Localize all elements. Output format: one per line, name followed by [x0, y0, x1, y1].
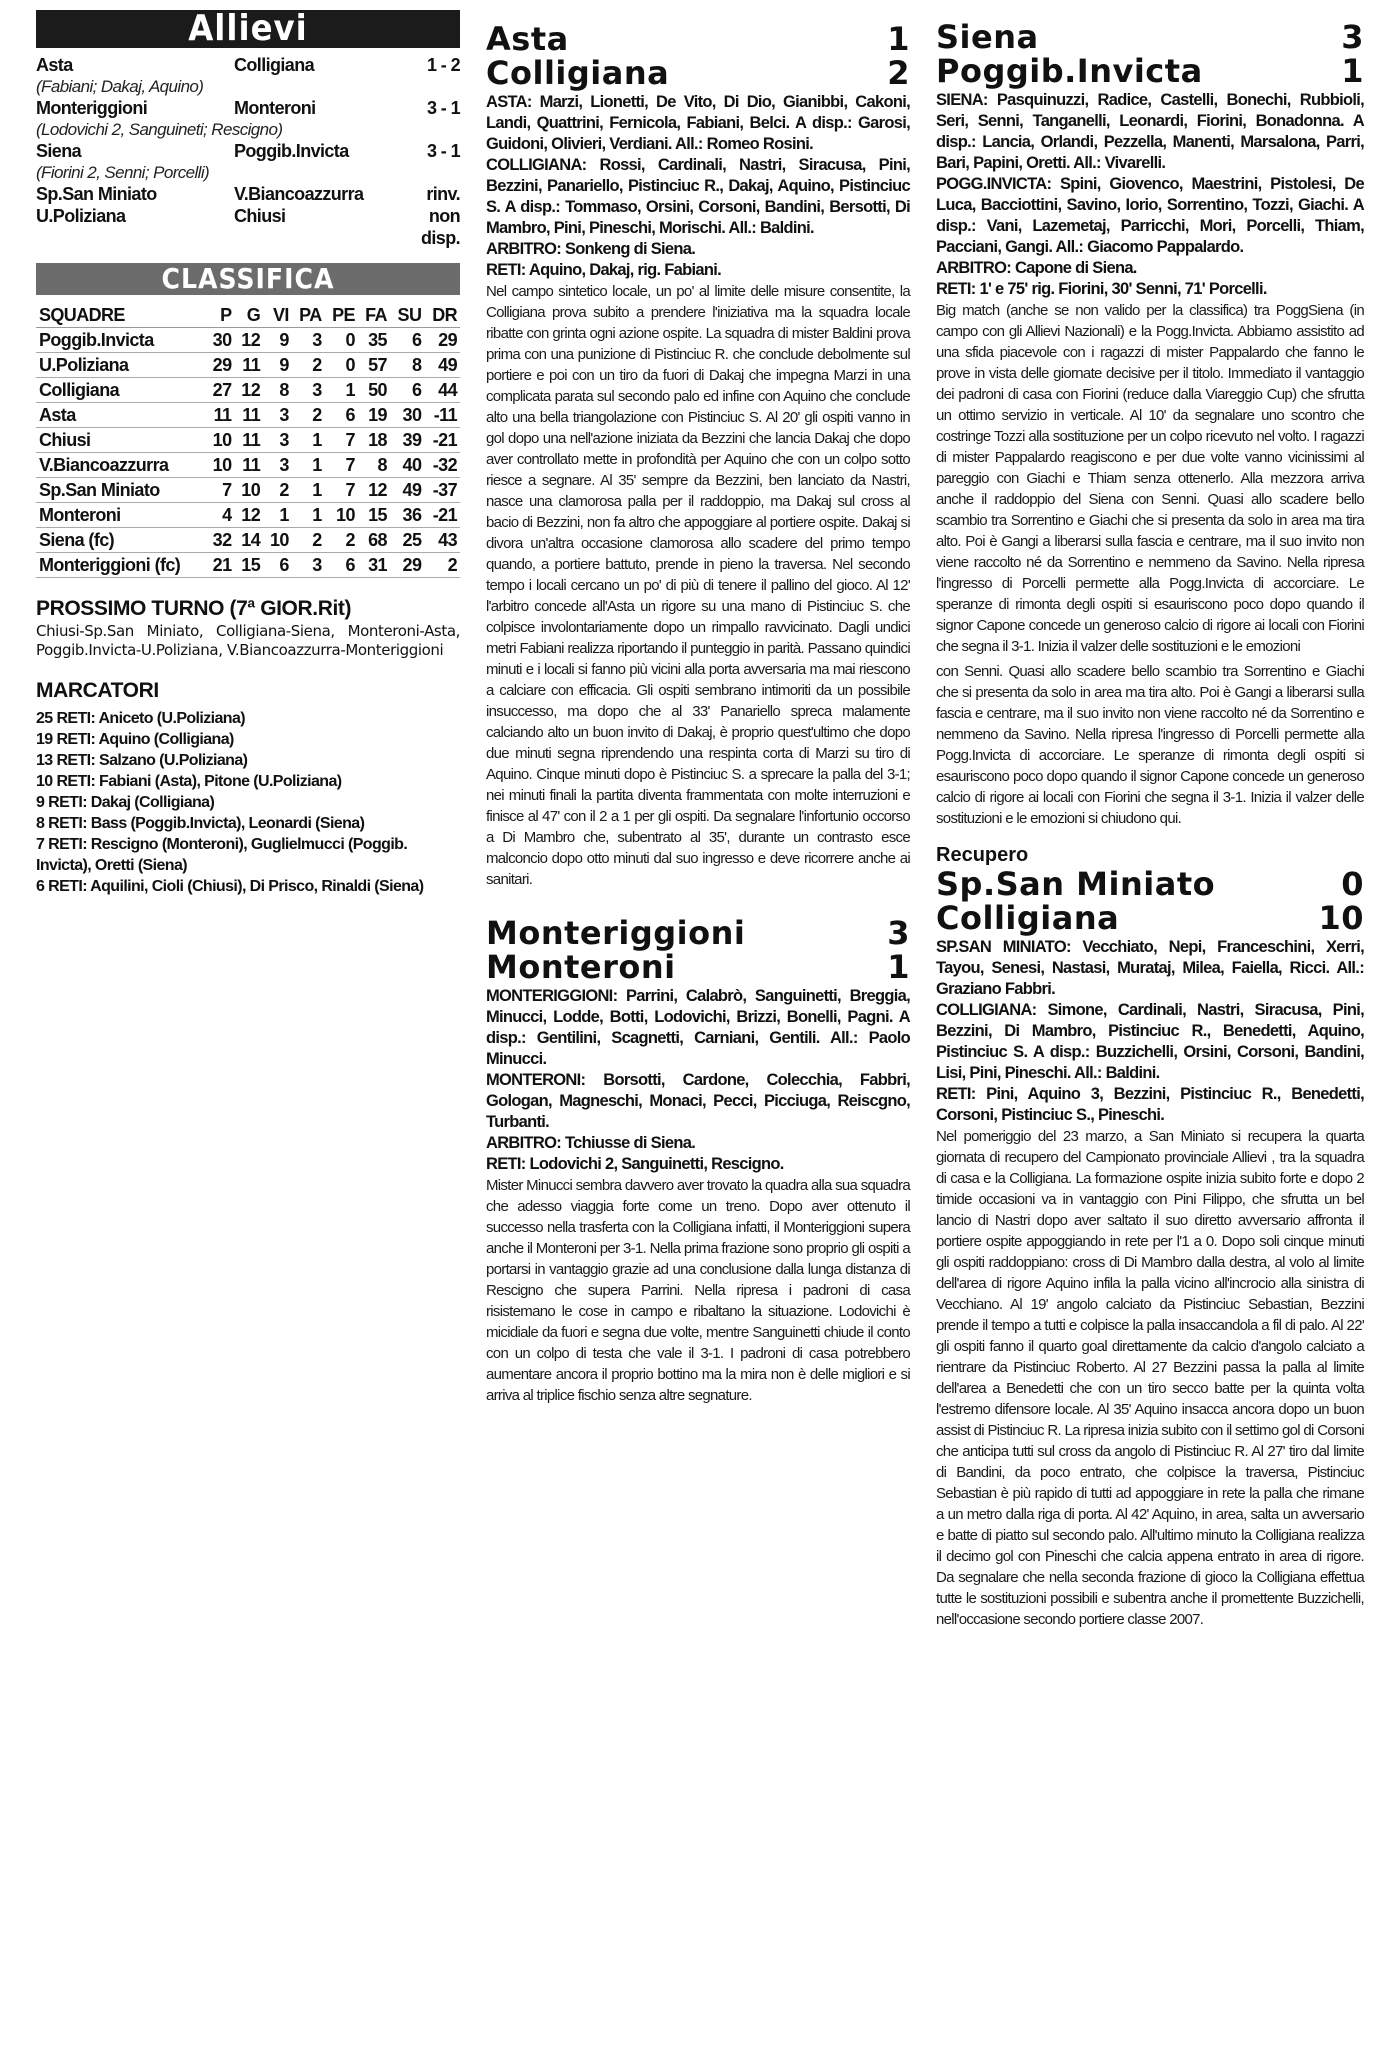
- column-matches-right: [936, 20, 1364, 1630]
- stat-cell: 10: [325, 503, 358, 528]
- home-lineup: ASTA: Marzi, Lionetti, De Vito, Di Dio, Gianibbi, Cakoni, Landi, Quattrini, Fernicola, Fabiani, Belci. A disp.: Garosi, Guidoni, Olivieri, Verdiani. All.: Romeo Rosini.: [486, 93, 910, 153]
- match-text-continued: con Senni. Quasi allo scadere bello scambio tra Sorrentino e Giachi che si presenta da solo in area ma tira alto. Poi è Gangi a liberarsi sulla fascia e centrare, ma il suo invito non viene raccolto né da Sorrentino e nemmeno da Savino. Nella ripresa l'ingresso di Porcelli permette alla Pogg.Invicta di accorciare. Le speranze di rimonta degli ospiti si esauriscono poco dopo quando il signor Capone concede un generoso calcio di rigore ai locali con Fiorini che segna il 3-1. Inizia il valzer delle sostituzioni e le emozioni si chiudono qui.: [936, 663, 1364, 827]
- home-team: U.Poliziana: [36, 206, 126, 226]
- stat-cell: 39: [390, 428, 424, 453]
- goals: RETI: 1' e 75' rig. Fiorini, 30' Senni, 71' Porcelli.: [936, 280, 1267, 298]
- result-item: [36, 205, 460, 249]
- classifica-banner: CLASSIFICA: [36, 263, 460, 295]
- stat-cell: 7: [206, 478, 235, 503]
- team-cell: Monteroni: [36, 503, 206, 528]
- table-row: [36, 403, 460, 428]
- stat-cell: 43: [424, 528, 460, 553]
- stat-cell: 36: [390, 503, 424, 528]
- stat-cell: 11: [234, 453, 263, 478]
- stat-cell: 10: [263, 528, 292, 553]
- stat-cell: 15: [358, 503, 390, 528]
- list-item: 7 RETI: Rescigno (Monteroni), Guglielmucci (Poggib. Invicta), Oretti (Siena): [36, 836, 408, 874]
- list-item: 13 RETI: Salzano (U.Poliziana): [36, 752, 248, 769]
- home-team: Sp.San Miniato: [36, 184, 157, 204]
- away-team: Monteroni: [486, 948, 676, 986]
- stat-cell: 3: [292, 553, 325, 578]
- stat-cell: 29: [390, 553, 424, 578]
- stat-cell: 2: [263, 478, 292, 503]
- away-lineup: MONTERONI: Borsotti, Cardone, Colecchia, Fabbri, Gologan, Magneschi, Monaci, Pecci, Picciuga, Reiscgno, Turbanti.: [486, 1071, 910, 1131]
- stat-cell: 50: [358, 378, 390, 403]
- team-cell: V.Biancoazzurra: [36, 453, 206, 478]
- away-team: Chiusi: [234, 206, 286, 226]
- stat-cell: 2: [292, 528, 325, 553]
- stat-cell: 35: [358, 328, 390, 353]
- team-cell: Siena (fc): [36, 528, 206, 553]
- team-cell: U.Poliziana: [36, 353, 206, 378]
- match-away-line: [936, 901, 1364, 935]
- stat-cell: 6: [325, 553, 358, 578]
- stat-cell: 9: [263, 328, 292, 353]
- stat-cell: 2: [292, 353, 325, 378]
- match-text: Mister Minucci sembra davvero aver trovato la quadra alla sua squadra che adesso viaggia forte come un treno. Dopo aver ottenuto il successo nella trasferta con la Colligiana infatti, il Monteriggioni supera anche il Monteroni per 3-1. Nella prima frazione sono proprio gli ospiti a portarsi in vantaggio grazie ad una conclusione dalla lunga distanza di Rescigno che supera Parrini. Nella ripresa i padroni di casa risistemano le cose in campo e ribaltano la situazione. Lodovichi è micidiale da fuori e segna due volte, mentre Sanguinetti chiude il conto con un colpo di testa che vale il 3-1. I padroni di casa potrebbero aumentare ancora il proprio bottino ma la mira non è delle migliori e si arriva al triplice fischio senza altre segnature.: [486, 1177, 910, 1404]
- stat-cell: 32: [206, 528, 235, 553]
- table-row: [36, 528, 460, 553]
- away-score: 1: [887, 948, 910, 986]
- away-team: Colligiana: [486, 54, 670, 92]
- away-score: 1: [1341, 52, 1364, 90]
- home-team: Monteriggioni: [36, 98, 148, 118]
- home-team: Sp.San Miniato: [936, 865, 1216, 903]
- home-lineup: MONTERIGGIONI: Parrini, Calabrò, Sanguinetti, Breggia, Minucci, Lodde, Botti, Lodovichi, Brizzi, Bonelli, Pagni. A disp.: Gentilini, Scagnetti, Carniani, Gentili. All.: Paolo Minucci.: [486, 987, 910, 1068]
- match-report: [936, 20, 1364, 829]
- stat-cell: 18: [358, 428, 390, 453]
- stat-cell: 29: [424, 328, 460, 353]
- away-lineup: POGG.INVICTA: Spini, Giovenco, Maestrini, Pistolesi, De Luca, Bacciottini, Savino, Iorio, Sorrentino, Tozzi, Giachi. A disp.: Vani, Lazemetaj, Parricchi, Mori, Porcelli, Thiam, Pacciani, Gangi. All.: Giacomo Pappalardo.: [936, 175, 1364, 256]
- stat-cell: 14: [234, 528, 263, 553]
- list-item: 9 RETI: Dakaj (Colligiana): [36, 794, 215, 811]
- table-row: [36, 553, 460, 578]
- stat-cell: 12: [234, 503, 263, 528]
- home-team: Asta: [36, 55, 73, 75]
- prossimo-turno-text: Chiusi-Sp.San Miniato, Colligiana-Siena, Monteroni-Asta, Poggib.Invicta-U.Poliziana, V.Biancoazzurra-Monteriggioni: [36, 622, 460, 659]
- stat-cell: 31: [358, 553, 390, 578]
- away-team: V.Biancoazzurra: [234, 184, 364, 204]
- stat-cell: 8: [263, 378, 292, 403]
- stat-cell: 15: [234, 553, 263, 578]
- standings-body: [36, 328, 460, 578]
- away-lineup: COLLIGIANA: Simone, Cardinali, Nastri, Siracusa, Pini, Bezzini, Di Mambro, Pistinciuc R., Benedetti, Aquino, Pistinciuc S. A disp.: Buzzichelli, Orsini, Corsoni, Bandini, Lisi, Pini, Pineschi. All.: Baldini.: [936, 1001, 1364, 1082]
- scorers: (Lodovichi 2, Sanguineti; Rescigno): [36, 120, 283, 139]
- stat-cell: 3: [263, 453, 292, 478]
- table-row: [36, 453, 460, 478]
- stat-cell: 7: [325, 453, 358, 478]
- stat-cell: 3: [292, 378, 325, 403]
- stat-cell: 3: [263, 428, 292, 453]
- home-team: Asta: [486, 20, 569, 58]
- stat-cell: -21: [424, 428, 460, 453]
- col-header: DR: [424, 303, 460, 328]
- home-team: Siena: [36, 141, 82, 161]
- prossimo-turno-title: PROSSIMO TURNO (7ª GIOR.Rit): [36, 597, 352, 620]
- match-home-line: [486, 916, 910, 950]
- stat-cell: 2: [424, 553, 460, 578]
- stat-cell: -32: [424, 453, 460, 478]
- stat-cell: 10: [206, 428, 235, 453]
- team-cell: Colligiana: [36, 378, 206, 403]
- result-item: [36, 54, 460, 97]
- table-row: [36, 478, 460, 503]
- home-team: Monteriggioni: [486, 914, 746, 952]
- referee: ARBITRO: Sonkeng di Siena.: [486, 240, 696, 258]
- referee: ARBITRO: Capone di Siena.: [936, 259, 1137, 277]
- stat-cell: 8: [390, 353, 424, 378]
- match-home-line: [936, 867, 1364, 901]
- stat-cell: 11: [234, 353, 263, 378]
- stat-cell: 1: [292, 453, 325, 478]
- stat-cell: 44: [424, 378, 460, 403]
- col-header: FA: [358, 303, 390, 328]
- home-score: 3: [887, 914, 910, 952]
- allievi-banner: Allievi: [36, 10, 460, 48]
- away-score: 2: [887, 54, 910, 92]
- match-text: Big match (anche se non valido per la classifica) tra PoggSiena (in campo con gli Allievi Nazionali) e la Pogg.Invicta. Abbiamo assistito ad una sfida piacevole con i ragazzi di mister Pappalardo che fanno le prove in vista delle giornate decisive per il titolo. Immediato il vantaggio dei padroni di casa con Fiorini (reduce dalla Viareggio Cup) che sfrutta un ottimo servizio in verticale. Al 10' da segnalare uno scontro che costringe Tozzi alla sostituzione per un colpo ricevuto nel volto. I ragazzi di mister Pappalardo reagiscono e per due volte vanno vicinissimi al pareggio con Giachi e Thiam senza ottenerlo. Alla mezzora arriva anche il raddoppio del Siena con Senni. Quasi allo scadere bello scambio tra Sorrentino e Giachi che si presenta da solo in area ma tira alto. Poi è Gangi a liberarsi sulla fascia e centrare, ma il suo invito non viene raccolto né da Sorrentino e nemmeno da Savino. Nella ripresa l'ingresso di Porcelli permette alla Pogg.Invicta di accorciare. Le speranze di rimonta degli ospiti si esauriscono poco dopo quando il signor Capone concede un generoso calcio di rigore ai locali con Fiorini che segna il 3-1. Inizia il valzer delle sostituzioni e le emozioni: [936, 302, 1364, 655]
- score: 3 - 1: [426, 98, 460, 118]
- stat-cell: 30: [390, 403, 424, 428]
- stat-cell: 3: [292, 328, 325, 353]
- list-item: 25 RETI: Aniceto (U.Poliziana): [36, 710, 245, 727]
- stat-cell: 1: [292, 478, 325, 503]
- col-header: SQUADRE: [36, 303, 206, 328]
- marcatori-title: MARCATORI: [36, 679, 159, 702]
- col-header: PE: [325, 303, 358, 328]
- stat-cell: 6: [390, 378, 424, 403]
- stat-cell: 21: [206, 553, 235, 578]
- stat-cell: -21: [424, 503, 460, 528]
- referee: ARBITRO: Tchiusse di Siena.: [486, 1134, 696, 1152]
- away-score: 10: [1318, 899, 1364, 937]
- score: rinv.: [426, 184, 460, 204]
- stat-cell: 27: [206, 378, 235, 403]
- stat-cell: 1: [292, 428, 325, 453]
- column-standings: [36, 10, 460, 897]
- stat-cell: 6: [263, 553, 292, 578]
- stat-cell: 2: [292, 403, 325, 428]
- goals: RETI: Lodovichi 2, Sanguinetti, Rescigno.: [486, 1155, 784, 1173]
- stat-cell: 0: [325, 328, 358, 353]
- match-text: Nel pomeriggio del 23 marzo, a San Miniato si recupera la quarta giornata di recupero del Campionato provinciale Allievi , tra la squadra di casa e la Colligiana. La formazione ospite inizia subito forte e dopo 2 timide occasioni va in vantaggio con Pini Filippo, che sfrutta un bel lancio di Nastri dopo aver saltato il suo diretto avversario affronta il portiere ospite appoggiando in rete per l'1 a 0. Dopo soli cinque minuti gli ospiti raddoppiano: cross di Di Mambro dalla destra, al volo al limite dell'area di rigore Aquino infila la palla vicino all'incrocio alla sinistra di Vecchiano. Al 19' angolo calciato da Pistinciuc Sebastian, Bezzini prende il tempo a tutti e colpisce la palla insaccandola a fil di palo. Al 22' gli ospiti fanno il quarto goal direttamente da calcio d'angolo calciato a rientrare da Pistinciuc Roberto. Al 27 Bezzini passa la palla al limite dell'area a Benedetti che con un tiro secco batte per la quinta volta l'estremo difensore locale. Al 35' Aquino insacca ancora dopo un buon assist di Pistinciuc R. La ripresa inizia subito con il settimo gol di Corsoni che anticipa tutti sul cross da angolo di Pistinciuc R. Al 27' tiro dal limite di Bandini, da poco entrato, che colpisce la traversa, Pistinciuc Sebastian è più rapido di tutti ad appoggiare in rete la palla che rimane a un metro dalla riga di porta. Al 42' Aquino, in area, salta un avversario e batte di piatto sul secondo palo. All'ultimo minuto la Colligiana realizza il decimo gol con Pineschi che calcia appena entrato in area di rigore. Da segnalare che nella seconda frazione di gioco la Colligiana effettua tutte le sostituzioni possibili e subentra anche il promettente Buzzichelli, nell'occasione secondo portiere classe 2007.: [936, 1128, 1364, 1628]
- stat-cell: 12: [234, 328, 263, 353]
- results-list: [36, 54, 460, 249]
- team-cell: Poggib.Invicta: [36, 328, 206, 353]
- home-score: 0: [1341, 865, 1364, 903]
- goals: RETI: Pini, Aquino 3, Bezzini, Pistinciuc R., Benedetti, Corsoni, Pistinciuc S., Pineschi.: [936, 1085, 1364, 1124]
- scorers: (Fabiani; Dakaj, Aquino): [36, 77, 204, 96]
- stat-cell: 11: [206, 403, 235, 428]
- away-team: Colligiana: [936, 899, 1120, 937]
- recupero-label: Recupero: [936, 844, 1029, 866]
- stat-cell: 11: [234, 403, 263, 428]
- match-away-line: [936, 54, 1364, 88]
- stat-cell: 6: [390, 328, 424, 353]
- stat-cell: 3: [263, 403, 292, 428]
- table-row: [36, 378, 460, 403]
- col-header: SU: [390, 303, 424, 328]
- table-row: [36, 353, 460, 378]
- stat-cell: 12: [358, 478, 390, 503]
- stat-cell: -37: [424, 478, 460, 503]
- list-item: 8 RETI: Bass (Poggib.Invicta), Leonardi (Siena): [36, 815, 365, 832]
- stat-cell: -11: [424, 403, 460, 428]
- score: 1 - 2: [426, 55, 460, 75]
- match-away-line: [486, 950, 910, 984]
- col-header: G: [234, 303, 263, 328]
- column-matches-middle: [486, 22, 910, 1406]
- stat-cell: 9: [263, 353, 292, 378]
- match-home-line: [486, 22, 910, 56]
- stat-cell: 6: [325, 403, 358, 428]
- home-team: Siena: [936, 18, 1039, 56]
- result-item: [36, 183, 460, 205]
- score: non disp.: [420, 206, 460, 248]
- stat-cell: 7: [325, 428, 358, 453]
- stat-cell: 2: [325, 528, 358, 553]
- team-cell: Sp.San Miniato: [36, 478, 206, 503]
- stat-cell: 10: [206, 453, 235, 478]
- table-header-row: [36, 303, 460, 328]
- stat-cell: 68: [358, 528, 390, 553]
- away-lineup: COLLIGIANA: Rossi, Cardinali, Nastri, Siracusa, Pini, Bezzini, Panariello, Pistinciuc R., Dakaj, Aquino, Pistinciuc S. A disp.: Tommaso, Orsini, Corsoni, Bandini, Bersotti, Di Mambro, Pini, Pineschi, Morischi. All.: Baldini.: [486, 156, 910, 237]
- away-team: Monteroni: [234, 98, 316, 118]
- away-team: Poggib.Invicta: [936, 52, 1203, 90]
- away-team: Colligiana: [234, 55, 315, 75]
- match-report: [486, 916, 910, 1406]
- col-header: PA: [292, 303, 325, 328]
- stat-cell: 0: [325, 353, 358, 378]
- stat-cell: 1: [325, 378, 358, 403]
- stat-cell: 49: [390, 478, 424, 503]
- scorers: (Fiorini 2, Senni; Porcelli): [36, 163, 210, 182]
- result-item: [36, 140, 460, 183]
- match-text: Nel campo sintetico locale, un po' al limite delle misure consentite, la Colligiana prova subito a prendere l'iniziativa ma la squadra locale ribatte con grinta ogni azione ospite. La squadra di mister Baldini prova prima con una punizione di Pistinciuc R. che conclude debolmente sul portiere e poi con un tiro da fuori di Dakaj che impegna Marzi in una complicata parata sul secondo palo ed infine con Aquino che conclude alto una bella triangolazione con Pistinciuc S. Al 20' gli ospiti vanno in gol dopo una nell'azione iniziata da Bezzini che lancia Dakaj che dopo aver controllato mette in profondità per Aquino che con un colpo sotto riesce a segnare. Al 35' sempre da Bezzini, ben lanciato da Nastri, nasce una clamorosa palla per il raddoppio, ma Dakaj sul cross al bacio di Bezzini, non fa altro che appoggiare al portiere ospite. Dakaj si divora un'altra occasione clamorosa allo scadere del primo tempo quando, a portiere battuto, prende in pieno la traversa. Nel secondo tempo i locali cercano un po' di più di tenere il pallino del gioco. Al 12' l'arbitro concede all'Asta un rigore su una mano di Pistinciuc S. che colpisce involontariamente dopo un rimpallo ravvicinato. Dagli undici metri Fabiani realizza riportando il punteggio in parità. Passano quindici minuti e i locali si fanno più vicini alla porta avversaria ma mai riescono a calciare con efficacia. Gli ospiti sembrano intimoriti da un possibile insuccesso, ma dopo che al 33' Panariello spreca malamente calciando alto un buon invito di Dakaj, è proprio quest'ultimo che dopo due minuti segna riprendendo una respinta corta di Marzi su tiro di Aquino. Cinque minuti dopo è Pistinciuc S. a sprecare la palla del 3-1; nei minuti finali la partita diventa frammentata con molte interruzioni e finisce al 47' con il 2 a 1 per gli ospiti. Da segnalare l'infortunio occorso a Di Mambro che, subentrato al 35', durante un contrasto esce malconcio dopo otto minuti dal suo ingresso e deve ricorrere anche ai sanitari.: [486, 283, 910, 888]
- table-row: [36, 428, 460, 453]
- stat-cell: 40: [390, 453, 424, 478]
- match-report: [486, 22, 910, 890]
- stat-cell: 11: [234, 428, 263, 453]
- marcatori-list: [36, 708, 460, 897]
- stat-cell: 1: [292, 503, 325, 528]
- goals: RETI: Aquino, Dakaj, rig. Fabiani.: [486, 261, 722, 279]
- stat-cell: 1: [263, 503, 292, 528]
- team-cell: Monteriggioni (fc): [36, 553, 206, 578]
- col-header: P: [206, 303, 235, 328]
- stat-cell: 8: [358, 453, 390, 478]
- table-row: [36, 503, 460, 528]
- stat-cell: 30: [206, 328, 235, 353]
- list-item: 19 RETI: Aquino (Colligiana): [36, 731, 234, 748]
- home-lineup: SIENA: Pasquinuzzi, Radice, Castelli, Bonechi, Rubbioli, Seri, Senni, Tanganelli, Leonardi, Fiorini, Bonadonna. A disp.: Lancia, Orlandi, Pezzella, Manenti, Marsalona, Parri, Bari, Papini, Oretti. All.: Vivarelli.: [936, 91, 1364, 172]
- stat-cell: 4: [206, 503, 235, 528]
- stat-cell: 10: [234, 478, 263, 503]
- stat-cell: 29: [206, 353, 235, 378]
- home-score: 3: [1341, 18, 1364, 56]
- away-team: Poggib.Invicta: [234, 141, 349, 161]
- list-item: 10 RETI: Fabiani (Asta), Pitone (U.Poliziana): [36, 773, 342, 790]
- team-cell: Chiusi: [36, 428, 206, 453]
- match-home-line: [936, 20, 1364, 54]
- result-item: [36, 97, 460, 140]
- stat-cell: 25: [390, 528, 424, 553]
- match-away-line: [486, 56, 910, 90]
- team-cell: Asta: [36, 403, 206, 428]
- stat-cell: 7: [325, 478, 358, 503]
- col-header: VI: [263, 303, 292, 328]
- standings-table: [36, 303, 460, 578]
- table-row: [36, 328, 460, 353]
- score: 3 - 1: [426, 141, 460, 161]
- home-lineup: SP.SAN MINIATO: Vecchiato, Nepi, Franceschini, Xerri, Tayou, Senesi, Nastasi, Murataj, Milea, Faiella, Ricci. All.: Graziano Fabbri.: [936, 938, 1364, 998]
- stat-cell: 57: [358, 353, 390, 378]
- stat-cell: 12: [234, 378, 263, 403]
- stat-cell: 19: [358, 403, 390, 428]
- home-score: 1: [887, 20, 910, 58]
- stat-cell: 49: [424, 353, 460, 378]
- match-report: [936, 867, 1364, 1630]
- list-item: 6 RETI: Aquilini, Cioli (Chiusi), Di Prisco, Rinaldi (Siena): [36, 878, 424, 895]
